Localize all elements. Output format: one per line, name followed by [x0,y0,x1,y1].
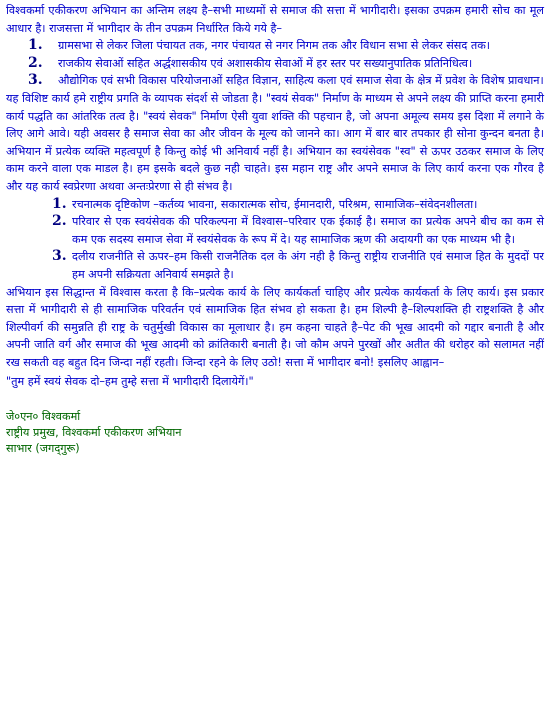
list-text: राजकीय सेवाओं सहित अर्द्धशासकीय एवं अशासकीय सेवाओं में हर स्तर पर सख्यानुपातिक प्रतिनिधित्व। [58,56,473,70]
list-number: 2. [28,54,43,71]
list-item [6,37,544,55]
list-item [6,213,544,248]
list-item [6,72,544,90]
principles-list [6,196,544,284]
intro-line: निर्धारित किये गये है– [196,21,283,35]
intro-line: विश्वकर्मा एकीकरण अभियान का अन्तिम लक्ष्य है–सभी माध्यमों से समाज की सत्ता में [6,4,356,17]
signature-block [6,409,544,457]
signature-title: राष्ट्रीय प्रमुख, विश्वकर्मा एकीकरण अभियान [6,426,182,440]
signature-name: जे०एन० विश्वकर्मा [6,410,81,424]
list-text: परिवार से एक स्वयंसेवक की परिकल्पना में विश्वास–परिवार एक ईकाई है। समाज का प्रत्येक अपने बीच का कम से कम एक सदस्य समाज सेवा में स्वयंसेवक के रूप में दे। यह सामाजिक ऋण की अदायगी का एक माध्यम भी है। [72,215,544,246]
slogan-quote: "तुम हमें स्वयं सेवक दो–हम तुम्हे सत्ता में भागीदारी दिलायेगें।" [6,375,254,389]
list-item [6,196,544,214]
list-text: रचनात्मक दृष्टिकोण –कर्तव्य भावना, सकारात्मक सोच, ईमानदारी, परिश्रम, सामाजिक–संवेदनशीलता। [72,197,478,211]
list-text: औद्योगिक एवं सभी विकास परियोजनाओं सहित विज्ञान, साहित्य कला एवं समाज सेवा के क्षेत्र में प्रवेश के विशेष प्रावधान। [58,74,544,88]
principle-paragraph: अभियान इस सिद्धान्त में विश्वास करता है कि–प्रत्येक कार्य के लिए कार्यकर्ता चाहिए और प्रत्येक कार्यकर्ता के लिए कार्य। इस प्रकार सत्ता में भागीदारी से ही सामाजिक परिवर्तन एवं सामाजिक हित संभव हो सकता है। हम शिल्पी है–शिल्पशक्ति ही राष्ट्रशक्ति है और शिल्पीवर्ग की समुन्नति ही राष्ट्र के चतुर्मुखी विकास का मूलाधार है। हम कहना चाहते है–पेट की भूख आदमी को गद्दार बनाती है और अपनी जाति वर्ग और समाज की भूख आदमी को क्रांतिकारी बनाती है। जो कौम अपने पुरखों और अतीत की धरोहर को सलामत नहीं रख सकती वह बहुत दिन जिन्दा नहीं रहती। जिन्दा रहने के लिए उठो! सत्ता में भागीदार बनो! इसलिए आह्वान– [6,285,544,369]
list-number: 2. [52,213,67,230]
list-number: 3. [52,248,67,265]
list-item [6,55,544,73]
list-item [6,248,544,283]
list-text: दलीय राजनीति से ऊपर–हम किसी राजनैतिक दल के अंग नही है किन्तु राष्ट्रीय राजनीति एवं समाज हित के मुददों पर हम अपनी सक्रियता अनिवार्य समझते है। [72,250,544,281]
intro-paragraph [6,2,544,37]
volunteer-paragraph: यह विशिष्ट कार्य हमे राष्ट्रीय प्रगति के व्यापक संदर्श से जोडता है। "स्वयं सेवक" निर्माण के माध्यम से अपने लक्ष्य की प्राप्ति करना हमारी कार्य पद्धति का आंतरिक तत्व है। "स्वयं सेवक" निर्माण ऐसी युवा शक्ति की पहचान है, जो अपना अमूल्य समय इस दिशा में लगाने के लिए आगे आवे। यही अवसर है समाज सेवा का और जीवन के मूल्य को जानने का। आग में बार बार तपकार ही सोना कुन्दन बनता है। अभियान में प्रत्येक व्यक्ति महत्वपूर्ण है किन्तु कोई भी अनिवार्य नहीं है। अभियान का स्वयंसेवक "स्व" से ऊपर उठकर समाज के लिए काम करने वाला एक माडल है। हम इसके बदले कुछ नही चाहते। इस महान राष्ट्र और अपने समाज के लिए कार्य करना एक गौरव है और यह कार्य स्वप्रेरणा अथवा अन्तःप्रेरणा से ही संभव है। [6,91,544,193]
list-number: 1. [28,37,43,54]
list-text: ग्रामसभा से लेकर जिला पंचायत तक, नगर पंचायत से नगर निगम तक और विधान सभा से लेकर संसद तक। [58,39,491,53]
power-sharing-list [6,37,544,90]
list-number: 1. [52,195,67,212]
intro-line: भागीदारी। इसका उपक्रम हमारी सोच का मूल आधार है। राजसत्ता में भागीदार के तीन उपक्रम [6,4,544,35]
signature-source: साभार (जगद्‌गुरू) [6,442,80,456]
list-number: 3. [28,72,43,89]
